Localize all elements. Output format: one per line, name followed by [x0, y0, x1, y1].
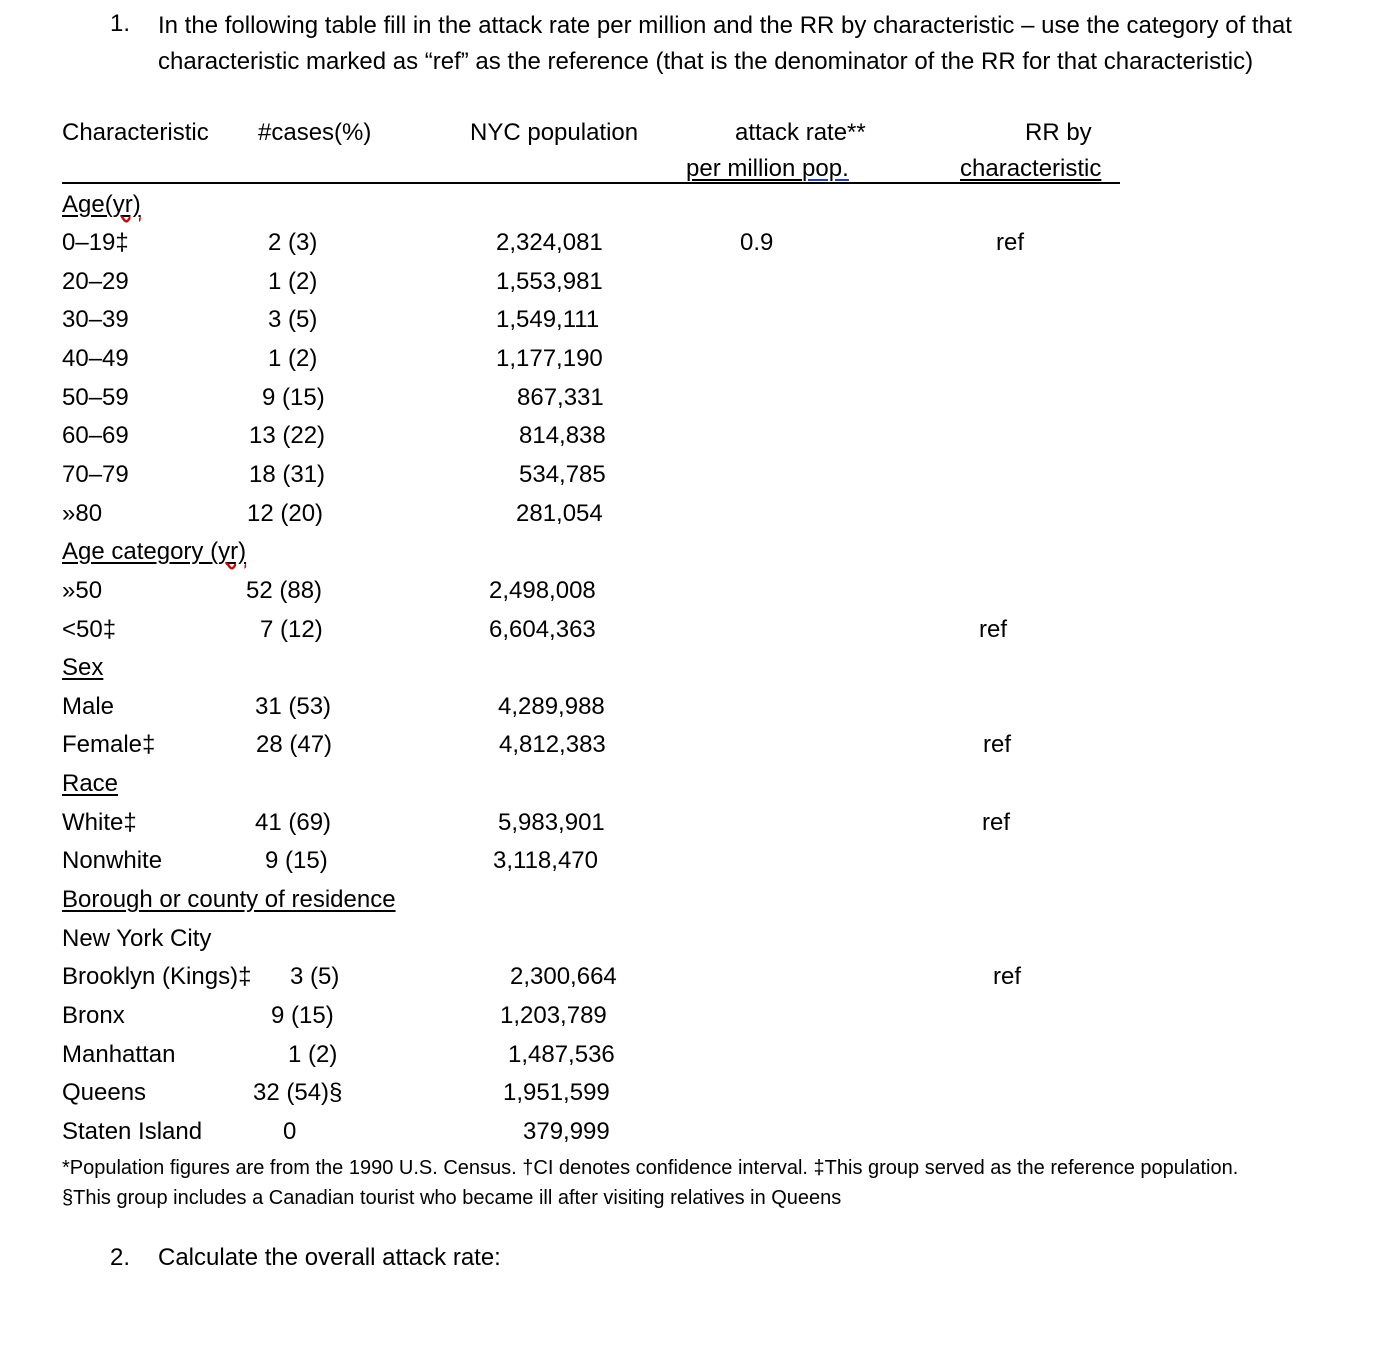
row-cases: 9 (15) — [271, 1002, 334, 1029]
row-label: Brooklyn (Kings)‡ — [62, 963, 252, 990]
section-age-category — [62, 538, 246, 566]
section-age — [62, 191, 141, 219]
row-population: 534,785 — [519, 461, 606, 488]
row-population: 867,331 — [517, 384, 604, 411]
row-cases: 9 (15) — [262, 384, 325, 411]
row-rr: ref — [983, 731, 1012, 758]
question-1-text: In the following table fill in the attack rate per million and the RR by characteristic – use the category of that characteristic marked as “ref” as the reference (that is the denominator of the RR for that characteristic) — [158, 12, 1292, 75]
row-cases: 9 (15) — [265, 847, 328, 874]
row-attack-rate: 0.9 — [740, 229, 774, 256]
row-label: <50‡ — [62, 616, 117, 643]
section-borough: Borough or county of residence — [62, 886, 396, 913]
row-cases: 2 (3) — [268, 229, 318, 256]
row-cases: 12 (20) — [247, 500, 324, 527]
header-attack-rate-unit-a: per million — [686, 155, 803, 182]
row-rr: ref — [979, 616, 1008, 643]
header-rr-sub: characteristic — [960, 155, 1102, 182]
row-label: 30–39 — [62, 306, 129, 333]
row-label: White‡ — [62, 809, 137, 836]
row-cases: 13 (22) — [249, 422, 326, 449]
row-label: Male — [62, 693, 115, 720]
header-rule — [62, 182, 1120, 184]
header-attack-rate: attack rate** — [735, 119, 866, 146]
row-cases: 31 (53) — [255, 693, 332, 720]
row-label: »50 — [62, 577, 103, 604]
row-label: 20–29 — [62, 268, 129, 295]
row-cases: 18 (31) — [249, 461, 326, 488]
row-population: 4,812,383 — [499, 731, 606, 758]
row-label: 40–49 — [62, 345, 129, 372]
section-sex: Sex — [62, 654, 104, 681]
row-label: Nonwhite — [62, 847, 163, 874]
row-cases: 1 (2) — [288, 1041, 338, 1068]
row-population: 2,324,081 — [496, 229, 603, 256]
row-label: Queens — [62, 1079, 147, 1106]
row-cases: 32 (54)§ — [253, 1079, 343, 1106]
row-label: »80 — [62, 500, 103, 527]
row-label: 50–59 — [62, 384, 129, 411]
section-age-b: yr) — [112, 191, 141, 218]
row-rr: ref — [982, 809, 1011, 836]
footnote: *Population figures are from the 1990 U.S. Census. †CI denotes confidence interval. ‡This group served as the reference population. §This group includes a Canadian tourist who became ill after visiting relatives in Queens — [62, 1157, 1239, 1209]
row-population: 2,498,008 — [489, 577, 596, 604]
row-label: Manhattan — [62, 1041, 176, 1068]
row-label: 0–19‡ — [62, 229, 129, 256]
row-label: 70–79 — [62, 461, 129, 488]
row-rr: ref — [996, 229, 1025, 256]
row-population: 3,118,470 — [493, 847, 598, 874]
row-population: 5,983,901 — [498, 809, 605, 836]
nyc-label: New York City — [62, 925, 212, 952]
row-cases: 1 (2) — [268, 345, 318, 372]
section-age-category-b: yr) — [218, 538, 247, 565]
row-cases: 3 (5) — [290, 963, 340, 990]
row-cases: 7 (12) — [260, 616, 323, 643]
row-population: 379,999 — [523, 1118, 610, 1145]
row-population: 1,203,789 — [500, 1002, 607, 1029]
section-age-category-a: Age category ( — [62, 538, 219, 565]
row-label: Bronx — [62, 1002, 125, 1029]
row-cases: 52 (88) — [246, 577, 323, 604]
row-cases: 1 (2) — [268, 268, 318, 295]
row-label: Female‡ — [62, 731, 156, 758]
header-population: NYC population — [470, 119, 639, 146]
header-cases: #cases(%) — [258, 119, 372, 146]
header-attack-rate-unit — [686, 155, 849, 183]
question-2-text: Calculate the overall attack rate: — [158, 1244, 501, 1271]
header-rr: RR by — [1025, 119, 1092, 146]
row-label: 60–69 — [62, 422, 129, 449]
row-population: 1,951,599 — [503, 1079, 610, 1106]
row-population: 6,604,363 — [489, 616, 596, 643]
row-population: 1,177,190 — [496, 345, 603, 372]
header-characteristic: Characteristic — [62, 119, 209, 146]
section-age-a: Age( — [62, 191, 113, 218]
row-population: 1,553,981 — [496, 268, 603, 295]
row-label: Staten Island — [62, 1118, 203, 1145]
header-attack-rate-unit-b: pop. — [802, 155, 849, 182]
row-population: 1,549,111 — [496, 306, 600, 333]
row-population: 2,300,664 — [510, 963, 617, 990]
row-cases: 41 (69) — [255, 809, 332, 836]
section-race: Race — [62, 770, 119, 797]
row-population: 1,487,536 — [508, 1041, 615, 1068]
row-cases: 3 (5) — [268, 306, 318, 333]
question-1-number: 1. — [110, 10, 131, 37]
row-cases: 0 — [283, 1118, 297, 1145]
row-population: 281,054 — [516, 500, 603, 527]
row-rr: ref — [993, 963, 1022, 990]
row-population: 4,289,988 — [498, 693, 605, 720]
question-2-number: 2. — [110, 1244, 131, 1271]
row-population: 814,838 — [519, 422, 606, 449]
row-cases: 28 (47) — [256, 731, 333, 758]
